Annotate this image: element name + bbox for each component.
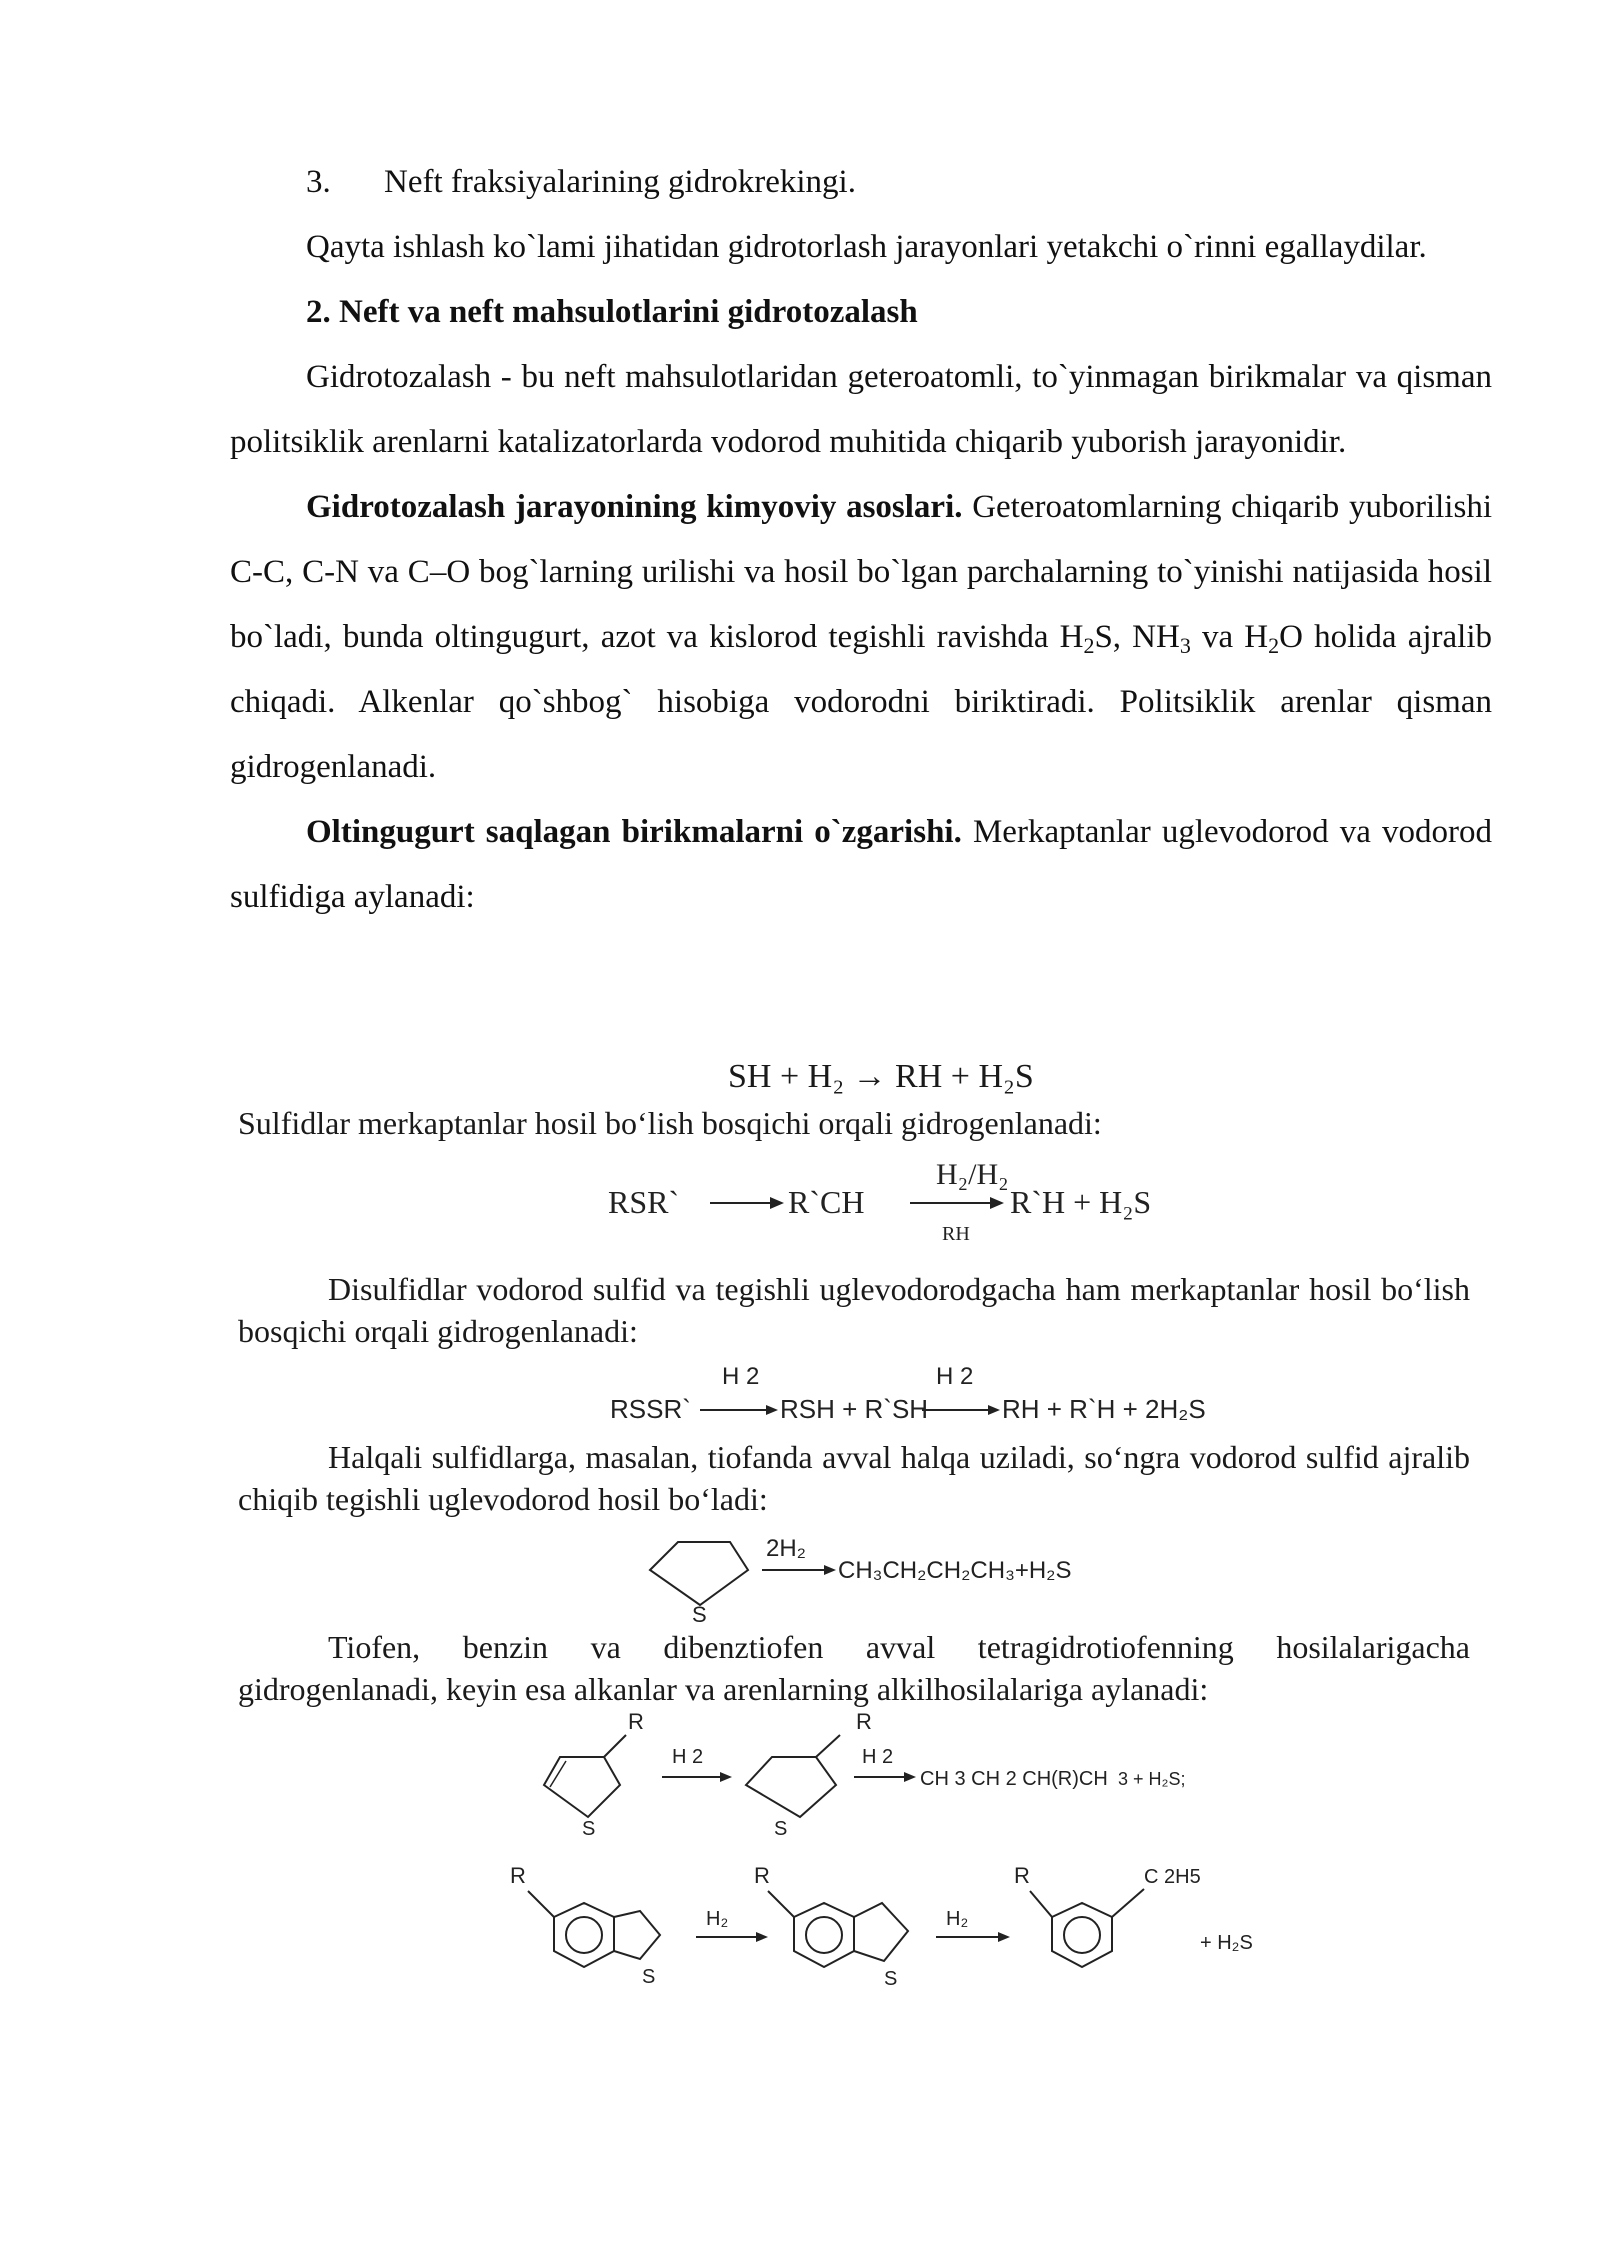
dihydro-thiophene-ring	[854, 1903, 908, 1961]
svg-text:+ H₂S: + H₂S	[1200, 1932, 1253, 1954]
svg-text:R: R	[856, 1709, 872, 1734]
svg-text:RSH + R`SH: RSH + R`SH	[780, 1394, 929, 1424]
alkylbenzene-ring	[1052, 1903, 1112, 1967]
svg-text:H₂/H₂: H₂/H₂	[936, 1158, 1009, 1191]
dihydro-benzene-ring	[794, 1903, 854, 1967]
scan-text-sulfides: Sulfidlar merkaptanlar hosil bo‘lish bosqichi orqali gidrogenlanadi:	[238, 1105, 1102, 1141]
svg-text:S: S	[884, 1968, 898, 1990]
equation-disulfides	[600, 1360, 1240, 1430]
svg-text:RH + R`H + 2H₂S: RH + R`H + 2H₂S	[1002, 1394, 1206, 1424]
section-heading: 2. Neft va neft mahsulotlarini gidrotozalash	[306, 294, 918, 330]
benzothiophene-benzene-ring	[554, 1903, 614, 1967]
svg-text:RH: RH	[942, 1223, 970, 1245]
svg-text:RSSR`: RSSR`	[610, 1394, 691, 1424]
svg-text:R: R	[628, 1709, 644, 1734]
svg-text:S: S	[582, 1818, 596, 1840]
svg-text:S: S	[642, 1966, 656, 1988]
svg-text:C 2H5: C 2H5	[1144, 1866, 1201, 1888]
svg-text:H 2: H 2	[862, 1746, 894, 1768]
svg-text:H₂: H₂	[946, 1908, 969, 1930]
svg-text:R`CH: R`CH	[788, 1184, 865, 1220]
svg-text:S: S	[774, 1818, 788, 1840]
svg-text:H 2: H 2	[936, 1363, 974, 1390]
paragraph-4: Oltingugurt saqlagan birikmalarni o`zgarishi. Merkaptanlar uglevodorod va vodorod sulfidiga aylanadi:	[230, 814, 1492, 915]
thiophene-ring	[544, 1757, 620, 1817]
svg-text:CH 3 CH 2 CH(R)CH: CH 3 CH 2 CH(R)CH	[920, 1768, 1108, 1790]
svg-text:RSR`: RSR`	[608, 1184, 680, 1220]
paragraph-1: Qayta ishlash ko`lami jihatidan gidrotorlash jarayonlari yetakchi o`rinni egallaydilar.	[306, 229, 1427, 265]
svg-text:CH₃CH₂CH₂CH₃+H₂S: CH₃CH₂CH₂CH₃+H₂S	[838, 1557, 1072, 1584]
svg-text:H 2: H 2	[722, 1363, 760, 1390]
paragraph-4-bold: Oltingugurt saqlagan birikmalarni o`zgarishi.	[306, 814, 962, 850]
svg-text:2H₂: 2H₂	[766, 1535, 806, 1562]
svg-text:R: R	[754, 1863, 770, 1888]
scan-text-thiophene: Tiofen, benzin va dibenztiofen avval tetragidrotiofenning hosilalarigacha gidrogenlanadi, keyin esa alkanlar va arenlarning alkilhosilalariga aylanadi:	[238, 1629, 1470, 1707]
scan-text-disulfides: Disulfidlar vodorod sulfid va tegishli uglevodorodgacha ham merkaptanlar hosil bo‘lish bosqichi orqali gidrogenlanadi:	[238, 1271, 1470, 1349]
scan-text-thiophane: Halqali sulfidlarga, masalan, tiofanda avval halqa uziladi, so‘ngra vodorod sulfid ajralib chiqib tegishli uglevodorod hosil bo‘ladi:	[238, 1439, 1470, 1517]
list-number: 3.	[306, 164, 331, 200]
paragraph-3: Gidrotozalash jarayonining kimyoviy asoslari. Geteroatomlarning chiqarib yuborilishi C-C, C-N va C–O bog`larning urilishi va hosil bo`lgan parchalarning to`yinishi natijasida hosil bo`ladi, bunda oltingugurt, azot va kislorod tegishli ravishda $H_2S$, $NH_3$ va $H_2O$ holida ajralib chiqadi. Alkenlar qo`shbog` hisobiga vodorodni biriktiradi. Politsiklik arenlar qisman gidrogenlanadi.	[230, 489, 1492, 785]
thiophane-ring	[650, 1542, 748, 1605]
equation-sulfides	[580, 1150, 1200, 1260]
list-item-3	[230, 150, 1492, 215]
svg-text:R: R	[1014, 1863, 1030, 1888]
equation-mercaptan: SH + H₂ → RH + H₂S	[728, 1058, 1034, 1095]
svg-text:S: S	[692, 1602, 707, 1625]
equation-thiophene	[520, 1705, 1280, 1845]
paragraph-3-bold: Gidrotozalash jarayonining kimyoviy asoslari.	[306, 489, 963, 525]
svg-text:R`H + H₂S: R`H + H₂S	[1010, 1184, 1152, 1220]
typed-text	[230, 150, 1492, 930]
svg-text:H 2: H 2	[672, 1746, 704, 1768]
paragraph-2: Gidrotozalash - bu neft mahsulotlaridan geteroatomli, to`yinmagan birikmalar va qisman politsiklik arenlarni katalizatorlarda vodorod muhitida chiqarib yuborish jarayonidir.	[230, 359, 1492, 460]
svg-text:3 + H₂S;: 3 + H₂S;	[1118, 1769, 1186, 1789]
benzothiophene-thiophene-ring	[614, 1911, 660, 1959]
svg-text:R: R	[510, 1863, 526, 1888]
tetrahydrothiophene-ring	[746, 1757, 836, 1817]
equation-thiophane	[630, 1520, 1190, 1625]
list-text: Neft fraksiyalarining gidrokrekingi.	[384, 164, 856, 200]
svg-text:H₂: H₂	[706, 1908, 729, 1930]
equation-dibenzothiophene	[500, 1855, 1300, 2005]
